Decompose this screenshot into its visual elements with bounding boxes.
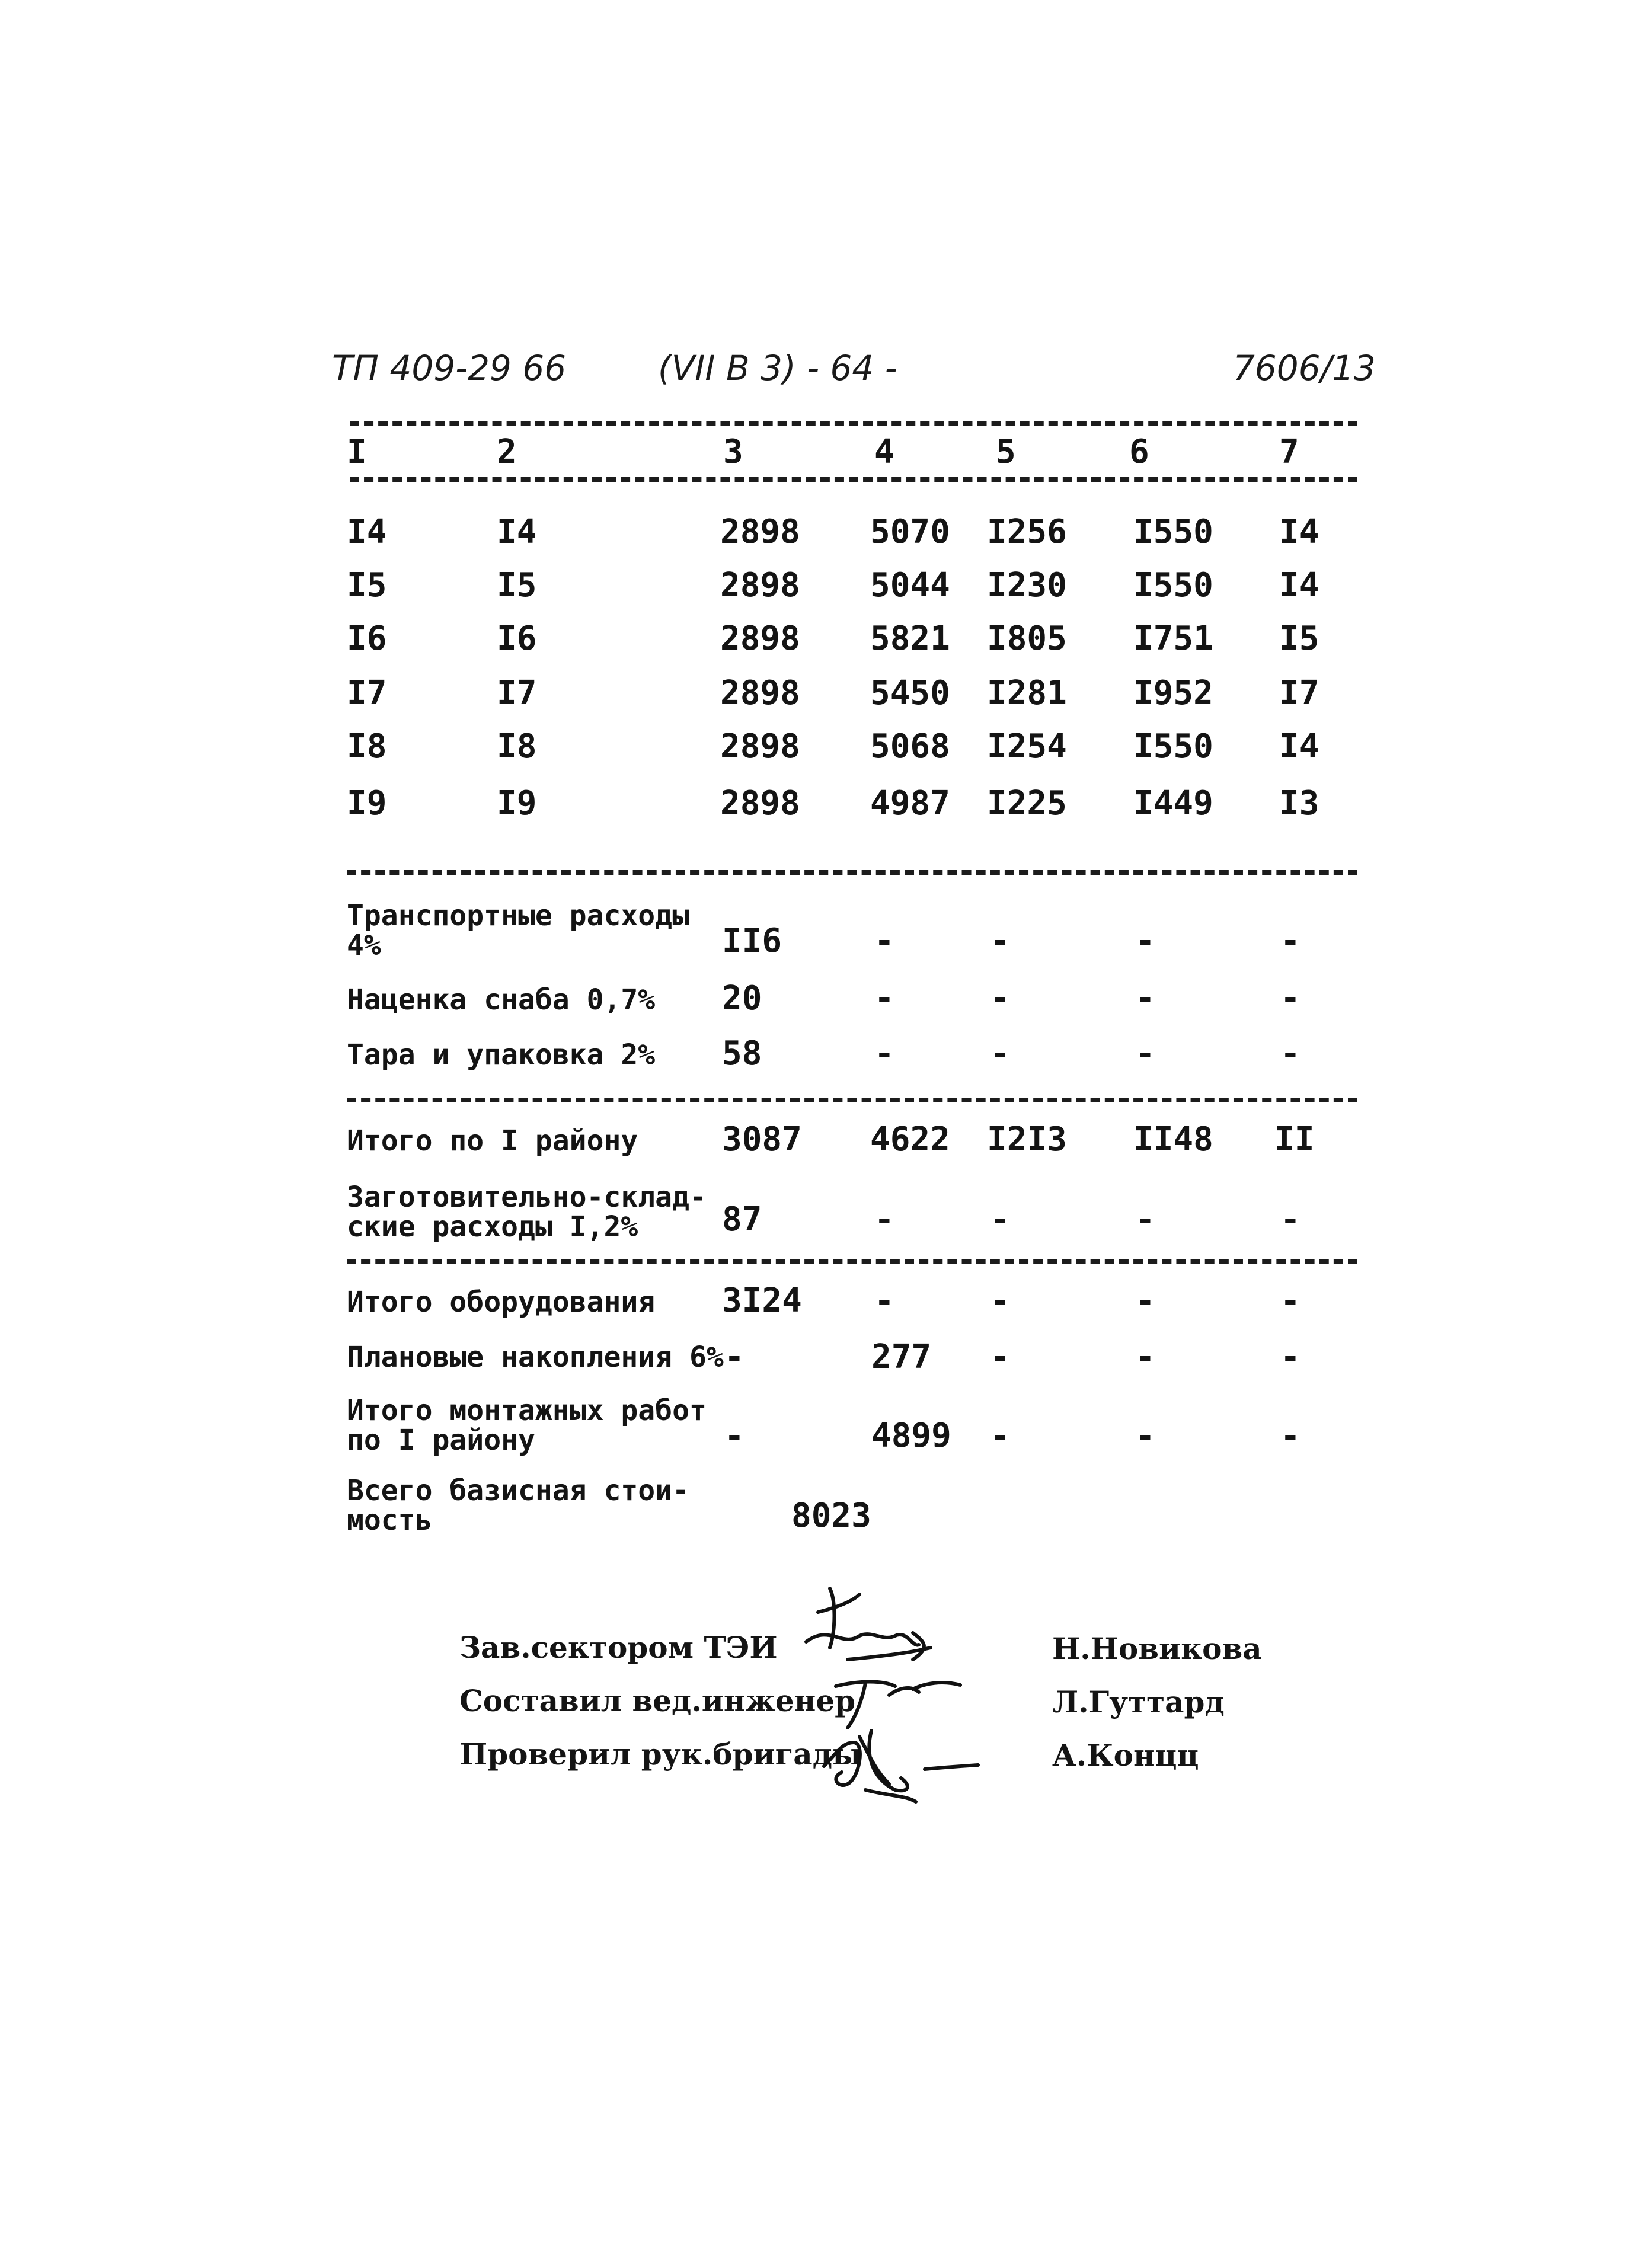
rule-top [350,421,1357,426]
value-equipment-total-5: - [990,1281,1010,1320]
value-transport-5: - [990,922,1010,960]
table-cell: I8 [497,727,537,766]
value-packaging-5: - [990,1034,1010,1073]
table-cell: I4 [347,513,387,551]
table-cell: I281 [987,674,1067,712]
col-header-2: 2 [497,433,517,471]
label-district-total: Итого по I району [347,1124,638,1158]
value-packaging-7: - [1280,1034,1300,1073]
value-equipment-total-3: 3I24 [722,1281,802,1320]
doc-code: ТП 409-29 66 [332,348,567,388]
table-cell: I5 [347,566,387,605]
label-warehouse: Заготовительно-склад- ские расходы I,2% [347,1181,707,1244]
value-packaging-4: - [874,1034,894,1073]
table-cell: I7 [497,674,537,712]
table-cell: I5 [1279,619,1319,658]
table-cell: I4 [497,513,537,551]
col-header-1: I [347,433,367,471]
table-cell: 2898 [720,674,800,712]
value-planned-savings-3: - [724,1338,744,1376]
signature-name-head: Н.Новикова [1052,1631,1262,1666]
table-cell: 2898 [720,727,800,766]
table-cell: 2898 [720,513,800,551]
table-cell: I449 [1133,784,1213,823]
section-code: (VII В 3) - 64 - [658,348,897,388]
signature-name-compiler: Л.Гуттард [1052,1684,1225,1719]
col-header-4: 4 [874,433,894,471]
table-cell: I9 [347,784,387,823]
value-transport-6: - [1135,922,1155,960]
label-base-cost: Всего базисная стои- мость [347,1474,689,1537]
value-markup-4: - [874,979,894,1018]
signature-role-compiler: Составил вед.инженер [459,1683,856,1718]
rule-table-bottom [347,870,1357,875]
table-cell: 2898 [720,619,800,658]
value-warehouse-7: - [1280,1200,1300,1239]
table-cell: I6 [347,619,387,658]
value-district-total-5: I2I3 [987,1120,1067,1159]
table-cell: I6 [497,619,537,658]
table-cell: I7 [1279,674,1319,712]
value-installation-total-5: - [990,1417,1010,1455]
table-cell: 5044 [870,566,950,605]
value-installation-total-3: - [724,1417,744,1455]
value-district-total-7: II [1274,1120,1315,1159]
value-markup-6: - [1135,979,1155,1018]
value-warehouse-6: - [1135,1200,1155,1239]
sheet-number: 7606/13 [1233,348,1376,388]
table-cell: 4987 [870,784,950,823]
label-installation-total: Итого монтажных работ по I району [347,1394,707,1457]
table-cell: I3 [1279,784,1319,823]
value-markup-3: 20 [722,979,762,1018]
signature-name-checker: А.Концц [1052,1738,1199,1773]
table-cell: I751 [1133,619,1213,658]
value-installation-total-7: - [1280,1417,1300,1455]
table-cell: I225 [987,784,1067,823]
value-planned-savings-6: - [1135,1338,1155,1376]
value-planned-savings-4: 277 [871,1338,932,1376]
value-planned-savings-5: - [990,1338,1010,1376]
table-cell: 2898 [720,784,800,823]
value-installation-total-4: 4899 [871,1417,951,1455]
rule-summary-2 [347,1259,1357,1264]
table-cell: 5450 [870,674,950,712]
signature-role-head: Зав.сектором ТЭИ [459,1630,778,1665]
handwritten-signature-3 [806,1719,990,1802]
signature-role-checker: Проверил рук.бригады [459,1737,862,1772]
table-cell: I254 [987,727,1067,766]
value-district-total-4: 4622 [870,1120,950,1159]
value-warehouse-3: 87 [722,1200,762,1239]
table-cell: I550 [1133,727,1213,766]
table-cell: I4 [1279,566,1319,605]
value-warehouse-5: - [990,1200,1010,1239]
value-transport-7: - [1280,922,1300,960]
label-planned-savings: Плановые накопления 6% [347,1341,724,1374]
table-cell: I7 [347,674,387,712]
col-header-3: 3 [723,433,743,471]
table-cell: I9 [497,784,537,823]
table-cell: 5068 [870,727,950,766]
value-transport-3: II6 [722,922,782,960]
table-cell: 5070 [870,513,950,551]
value-installation-total-6: - [1135,1417,1155,1455]
value-markup-7: - [1280,979,1300,1018]
label-markup: Наценка снаба 0,7% [347,983,656,1016]
col-header-6: 6 [1129,433,1149,471]
value-packaging-3: 58 [722,1034,762,1073]
value-base-cost: 8023 [791,1497,871,1535]
value-equipment-total-6: - [1135,1281,1155,1320]
table-cell: 5821 [870,619,950,658]
table-cell: I8 [347,727,387,766]
table-cell: I4 [1279,513,1319,551]
label-transport: Транспортные расходы 4% [347,899,689,963]
table-cell: I550 [1133,566,1213,605]
value-planned-savings-7: - [1280,1338,1300,1376]
table-cell: I550 [1133,513,1213,551]
value-equipment-total-4: - [874,1281,894,1320]
value-packaging-6: - [1135,1034,1155,1073]
value-transport-4: - [874,922,894,960]
rule-header-bottom [350,477,1357,482]
table-cell: 2898 [720,566,800,605]
table-cell: I256 [987,513,1067,551]
table-cell: I5 [497,566,537,605]
value-district-total-3: 3087 [722,1120,802,1159]
label-equipment-total: Итого оборудования [347,1286,656,1319]
table-cell: I952 [1133,674,1213,712]
rule-summary-1 [347,1098,1357,1102]
value-equipment-total-7: - [1280,1281,1300,1320]
table-cell: I4 [1279,727,1319,766]
label-packaging: Тара и упаковка 2% [347,1038,656,1072]
value-warehouse-4: - [874,1200,894,1239]
col-header-7: 7 [1279,433,1299,471]
table-cell: I805 [987,619,1067,658]
handwritten-signature-1 [794,1577,960,1671]
col-header-5: 5 [996,433,1016,471]
value-district-total-6: II48 [1133,1120,1213,1159]
value-markup-5: - [990,979,1010,1018]
table-cell: I230 [987,566,1067,605]
